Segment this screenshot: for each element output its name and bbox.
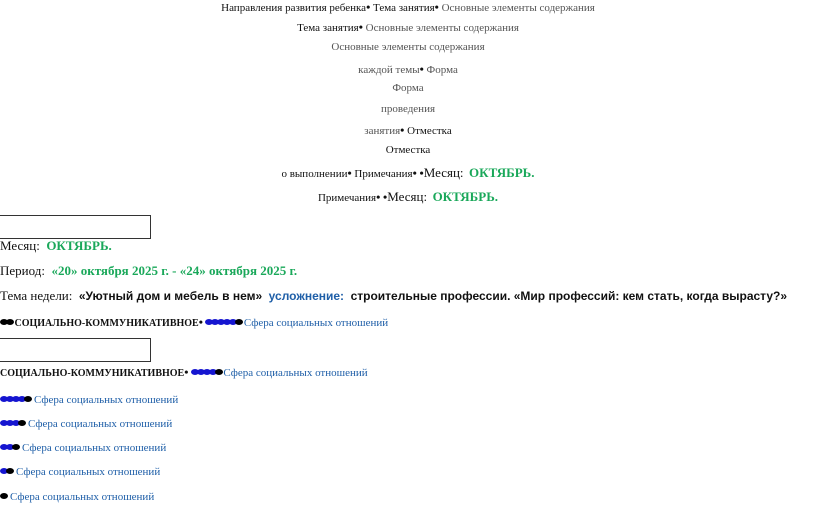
header-row-9: о выполнении• Примечания• •Месяц: ОКТЯБРЬ. xyxy=(281,165,535,180)
lesson-label: занятия xyxy=(364,125,401,137)
bullet-icon xyxy=(235,319,243,325)
mark-label: Отместка xyxy=(407,125,452,137)
content-label: Основные элементы содержания xyxy=(365,22,519,34)
each-topic-label: каждой темы xyxy=(358,64,420,76)
notes-label: Примечания xyxy=(317,192,377,204)
month-label: Месяц: xyxy=(423,165,464,180)
sphere-link[interactable]: Сфера социальных отношений xyxy=(34,394,179,406)
theme-row xyxy=(0,288,816,304)
bullet-icon xyxy=(215,369,223,375)
section-row-1: СОЦИАЛЬНО-КОММУНИКАТИВНОЕ• Сфера социальных отношений xyxy=(0,315,816,330)
header-row-7: занятия• Отместка xyxy=(364,123,452,137)
sphere-link[interactable]: Сфера социальных отношений xyxy=(10,491,155,503)
period-value: «20» октября 2025 г. - «24» октября 2025 г. xyxy=(51,263,298,278)
month-value: ОКТЯБРЬ. xyxy=(432,189,499,204)
month-label: Месяц: xyxy=(0,238,40,253)
theme-label: Тема недели: xyxy=(0,288,73,303)
directions-label: Направления развития ребенка xyxy=(221,2,367,14)
mark-label: Отместка xyxy=(385,144,431,156)
content-label: Основные элементы содержания xyxy=(331,41,485,53)
period-row xyxy=(0,263,816,279)
header-row-10: Примечания• •Месяц: ОКТЯБРЬ. xyxy=(317,189,499,204)
sphere-link[interactable]: Сфера социальных отношений xyxy=(223,367,368,379)
header-row-5 xyxy=(0,82,816,94)
bullet-icon xyxy=(24,396,32,402)
sphere-link[interactable]: Сфера социальных отношений xyxy=(243,317,389,329)
form-label: Форма xyxy=(426,64,458,76)
month-value: ОКТЯБРЬ. xyxy=(46,238,112,253)
month-label: Месяц: xyxy=(387,189,428,204)
sphere-row-3 xyxy=(0,438,816,456)
bullet-icon xyxy=(18,420,26,426)
conduct-label: проведения xyxy=(380,103,436,115)
sphere-row-1 xyxy=(0,390,816,408)
bullet-icon xyxy=(6,468,14,474)
bullet-icon xyxy=(6,319,14,325)
sphere-row-4 xyxy=(0,462,816,480)
month-row xyxy=(0,238,816,254)
sphere-link[interactable]: Сфера социальных отношений xyxy=(28,418,173,430)
topic-label: Тема занятия xyxy=(373,2,435,14)
empty-text-box[interactable] xyxy=(0,338,151,362)
period-label: Период: xyxy=(0,263,45,278)
header-row-2: Тема занятия• Основные элементы содержания xyxy=(297,20,519,34)
bullet-icon xyxy=(0,493,8,499)
complication-label: усложнение: xyxy=(268,289,345,303)
content-label: Основные элементы содержания xyxy=(441,2,595,14)
sphere-link[interactable]: Сфера социальных отношений xyxy=(22,442,167,454)
theme-value: «Уютный дом и мебель в нем» xyxy=(78,289,263,303)
sphere-row-2 xyxy=(0,414,816,432)
empty-text-box[interactable] xyxy=(0,215,151,239)
sphere-link[interactable]: Сфера социальных отношений xyxy=(16,466,161,478)
notes-label: Примечания xyxy=(354,168,413,180)
sphere-row-5 xyxy=(0,487,816,505)
month-value: ОКТЯБРЬ. xyxy=(469,165,535,180)
header-row-8 xyxy=(0,144,816,156)
bullet-icon xyxy=(12,444,20,450)
header-row-1: Направления развития ребенка• Тема занятия• Основные элементы содержания xyxy=(221,0,595,14)
section-row-2: СОЦИАЛЬНО-КОММУНИКАТИВНОЕ• Сфера социальных отношений xyxy=(0,365,368,379)
section-name: СОЦИАЛЬНО-КОММУНИКАТИВНОЕ xyxy=(14,318,199,329)
form-label: Форма xyxy=(392,82,424,94)
topic-label: Тема занятия xyxy=(297,22,359,34)
header-row-3 xyxy=(0,41,816,53)
header-row-6 xyxy=(0,103,816,115)
complication-value: строительные профессии. «Мир профессий: кем стать, когда вырасту?» xyxy=(350,289,788,303)
section-name: СОЦИАЛЬНО-КОММУНИКАТИВНОЕ xyxy=(0,368,185,379)
completion-label: о выполнении xyxy=(281,168,348,180)
header-row-4: каждой темы• Форма xyxy=(358,62,458,76)
